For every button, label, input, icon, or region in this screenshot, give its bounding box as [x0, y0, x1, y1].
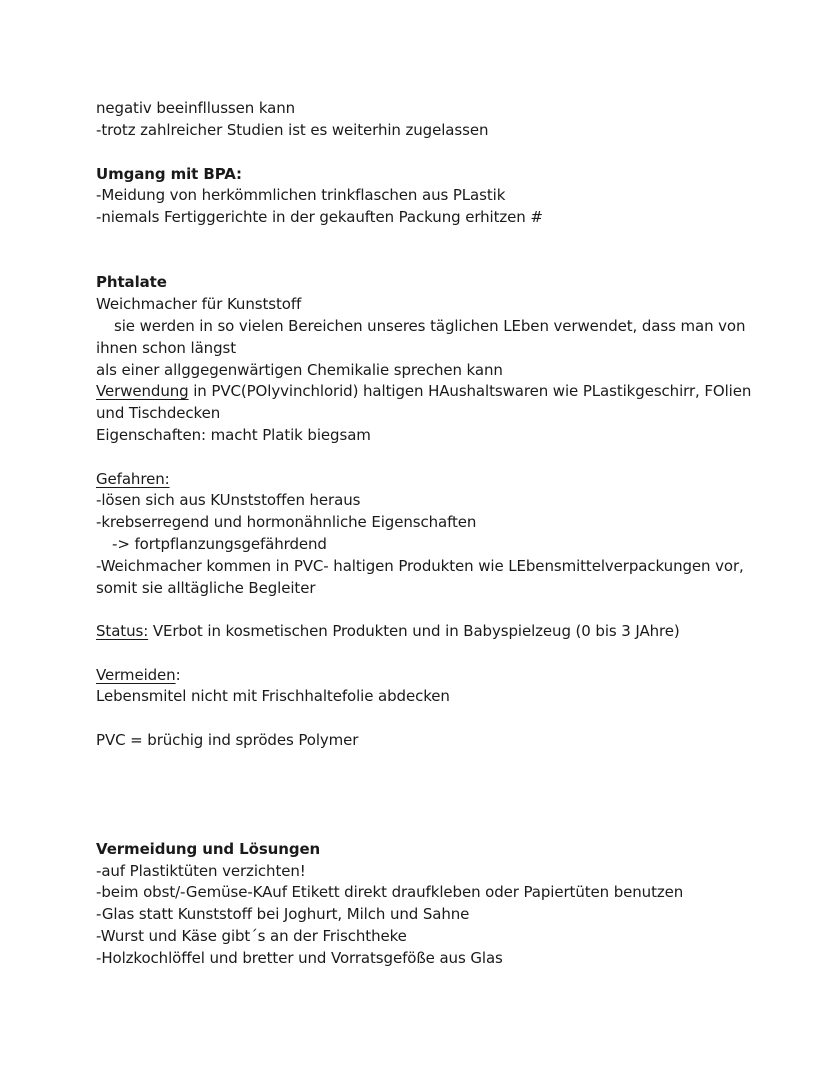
phtalate-line-1: Weichmacher für Kunststoff [96, 295, 302, 313]
pvc-line: PVC = brüchig ind sprödes Polymer [96, 731, 359, 749]
phtalate-line-4: als einer allggegenwärtigen Chemikalie sprechen kann [96, 361, 503, 379]
status-line [96, 621, 680, 642]
verwendung-text: in PVC(POlyvinchlorid) haltigen HAushaltswaren wie PLastikgeschirr, FOlien [188, 382, 752, 400]
status-text: VErbot in kosmetischen Produkten und in Babyspielzeug (0 bis 3 JAhre) [148, 622, 680, 640]
vermeiden-text: Lebensmitel nicht mit Frischhaltefolie abdecken [96, 687, 450, 705]
phtalate-heading: Phtalate [96, 273, 167, 291]
loesungen-item-3: -Glas statt Kunststoff bei Joghurt, Milch und Sahne [96, 905, 470, 923]
intro-line-1: negativ beeinfllussen kann [96, 99, 296, 117]
vermeiden-colon: : [175, 666, 181, 684]
loesungen-item-5: -Holzkochlöffel und bretter und Vorratsgeföße aus Glas [96, 949, 503, 967]
verwendung-cont: und Tischdecken [96, 404, 221, 422]
gefahren-item-5: somit sie alltägliche Begleiter [96, 579, 316, 597]
bpa-item-1: -Meidung von herkömmlichen trinkflaschen aus PLastik [96, 186, 506, 204]
loesungen-item-4: -Wurst und Käse gibt´s an der Frischtheke [96, 927, 407, 945]
bpa-heading: Umgang mit BPA: [96, 165, 242, 183]
gefahren-item-2: -krebserregend und hormonähnliche Eigenschaften [96, 513, 477, 531]
gefahren-label: Gefahren: [96, 470, 170, 488]
status-label: Status: [96, 622, 149, 640]
phtalate-line-3: ihnen schon längst [96, 339, 236, 357]
gefahren-item-4: -Weichmacher kommen in PVC- haltigen Produkten wie LEbensmittelverpackungen vor, [96, 557, 744, 575]
loesungen-item-1: -auf Plastiktüten verzichten! [96, 862, 306, 880]
loesungen-heading: Vermeidung und Lösungen [96, 840, 321, 858]
intro-line-2: -trotz zahlreicher Studien ist es weiterhin zugelassen [96, 121, 489, 139]
eigenschaften-line: Eigenschaften: macht Platik biegsam [96, 426, 371, 444]
verwendung-label: Verwendung [96, 382, 189, 400]
vermeiden-label-line [96, 665, 181, 686]
verwendung-line [96, 381, 751, 402]
phtalate-line-2: sie werden in so vielen Bereichen unseres täglichen LEben verwendet, dass man von [114, 317, 746, 335]
loesungen-item-2: -beim obst/-Gemüse-KAuf Etikett direkt draufkleben oder Papiertüten benutzen [96, 883, 684, 901]
bpa-item-2: -niemals Fertiggerichte in der gekauften Packung erhitzen # [96, 208, 543, 226]
gefahren-item-1: -lösen sich aus KUnststoffen heraus [96, 491, 361, 509]
vermeiden-label: Vermeiden [96, 666, 176, 684]
gefahren-item-3: -> fortpflanzungsgefährdend [112, 535, 327, 553]
